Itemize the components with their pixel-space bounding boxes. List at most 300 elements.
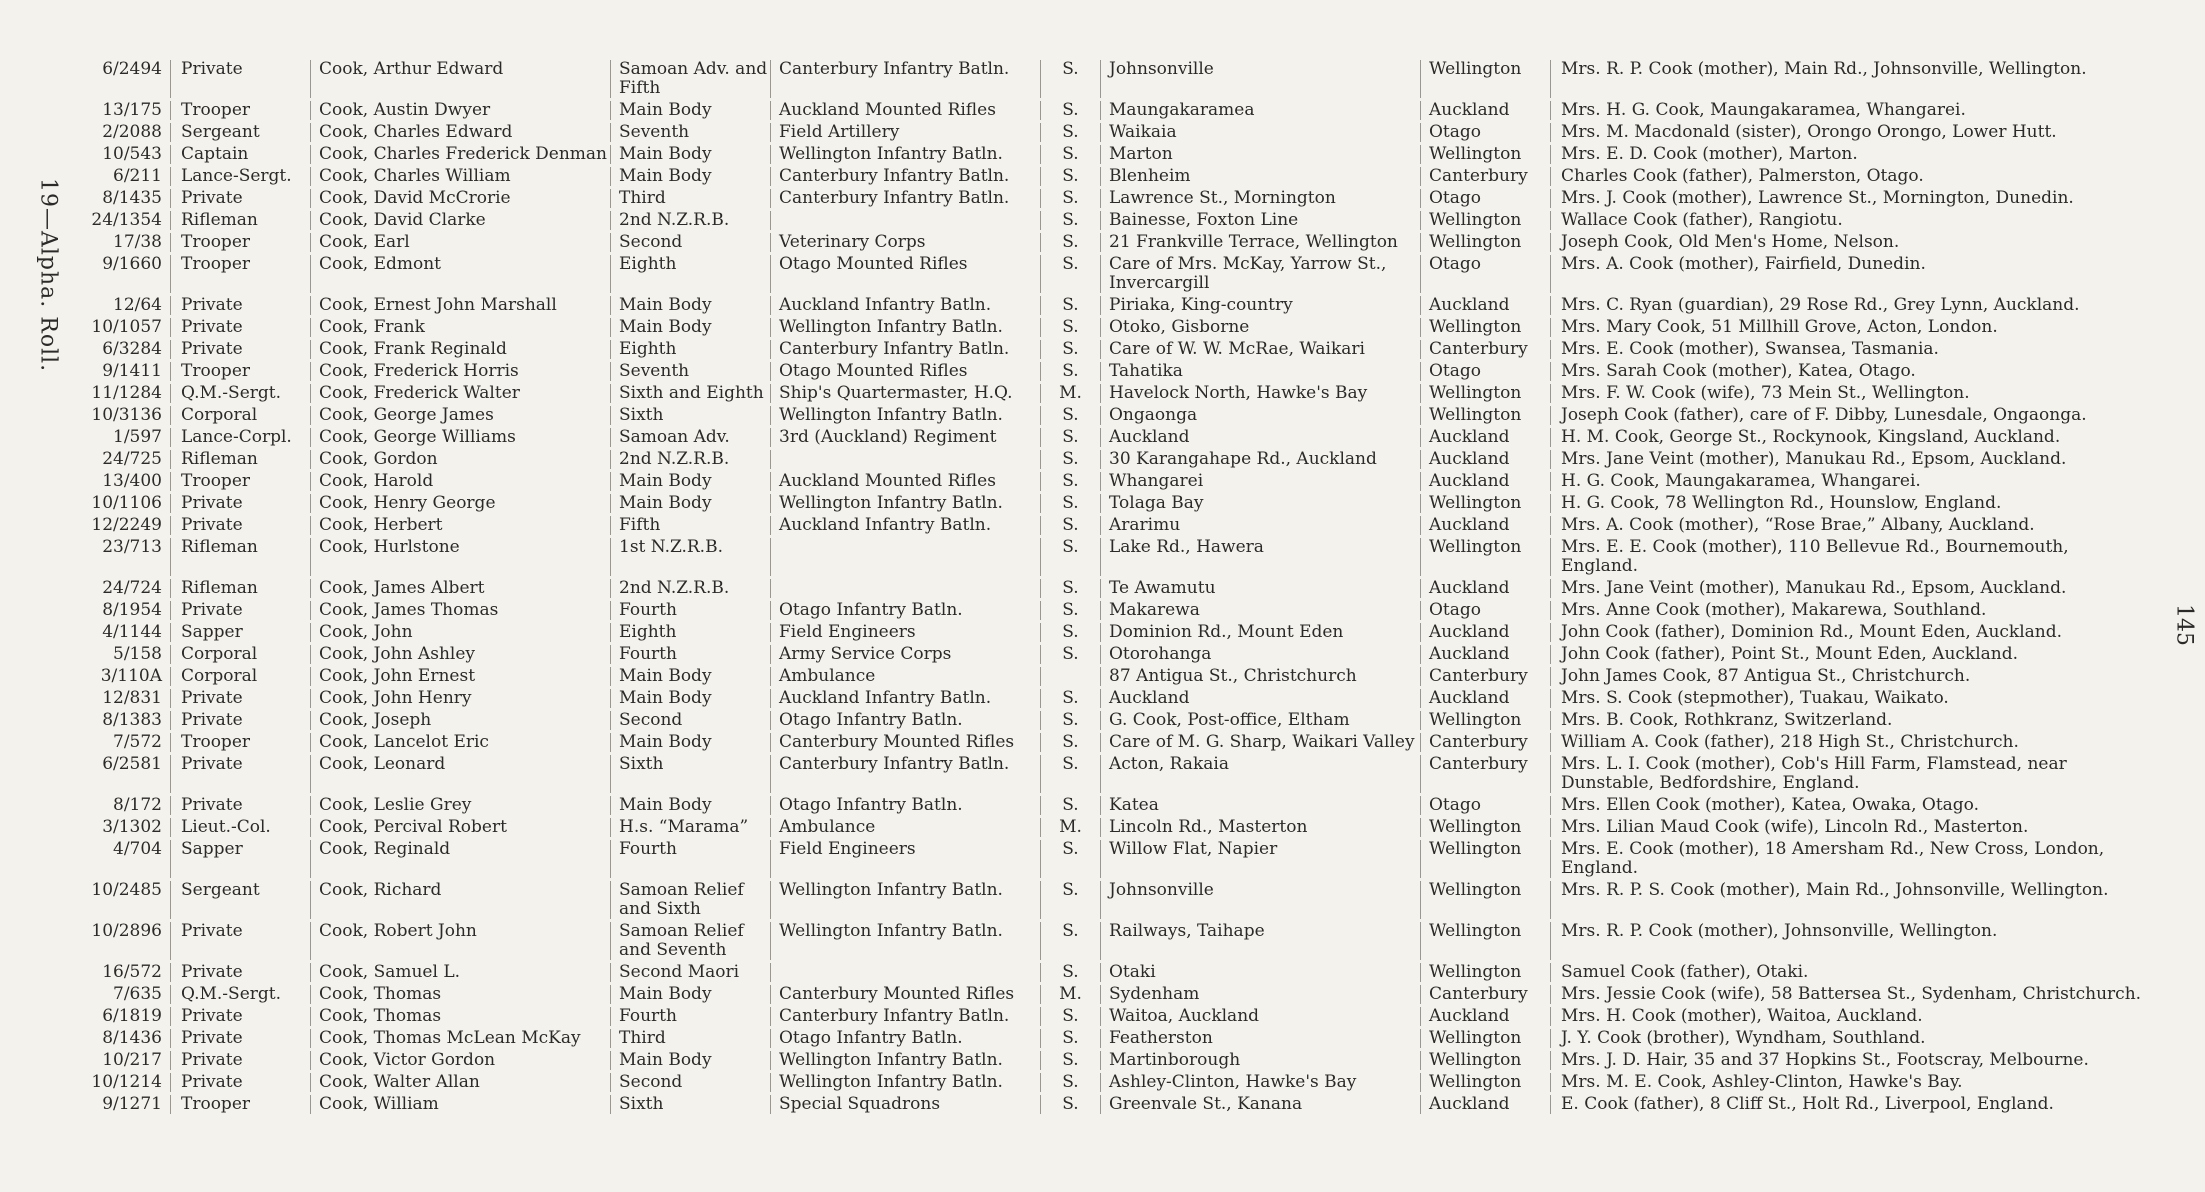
unit: Ambulance xyxy=(770,667,1040,686)
embarkation-body: Main Body xyxy=(610,494,770,513)
embarkation-body: Main Body xyxy=(610,796,770,815)
next-of-kin: Mrs. C. Ryan (guardian), 29 Rose Rd., Grey Lynn, Auckland. xyxy=(1550,296,2150,315)
next-of-kin: Mrs. E. Cook (mother), Swansea, Tasmania. xyxy=(1550,340,2150,359)
soldier-name: Cook, George Williams xyxy=(310,428,610,447)
regimental-number: 7/635 xyxy=(113,985,162,1004)
embarkation-body: Main Body xyxy=(610,667,770,686)
next-of-kin: Mrs. M. Macdonald (sister), Orongo Orongo, Lower Hutt. xyxy=(1550,123,2150,142)
rank: Lance-Sergt. xyxy=(170,167,310,186)
soldier-name: Cook, James Thomas xyxy=(310,601,610,620)
regimental-number: 10/2485 xyxy=(91,881,162,900)
unit: Canterbury Infantry Batln. xyxy=(770,189,1040,208)
last-address: Lake Rd., Hawera xyxy=(1100,538,1420,576)
marital-status: S. xyxy=(1040,255,1100,293)
regimental-number: 13/400 xyxy=(102,472,162,491)
rank: Private xyxy=(170,1029,310,1048)
marital-status: S. xyxy=(1040,963,1100,982)
marital-status: S. xyxy=(1040,233,1100,252)
soldier-name: Cook, David Clarke xyxy=(310,211,610,230)
marital-status: S. xyxy=(1040,1073,1100,1092)
table-row xyxy=(70,1029,2150,1048)
soldier-name: Cook, Percival Robert xyxy=(310,818,610,837)
unit xyxy=(770,450,1040,469)
next-of-kin: Mrs. R. P. Cook (mother), Main Rd., Johnsonville, Wellington. xyxy=(1550,60,2150,98)
next-of-kin: Charles Cook (father), Palmerston, Otago. xyxy=(1550,167,2150,186)
marital-status: S. xyxy=(1040,711,1100,730)
marital-status: M. xyxy=(1040,384,1100,403)
embarkation-body: Samoan Relief and Seventh xyxy=(610,922,770,960)
embarkation-body: Eighth xyxy=(610,255,770,293)
rank: Rifleman xyxy=(170,450,310,469)
last-address: Piriaka, King-country xyxy=(1100,296,1420,315)
regimental-number: 10/217 xyxy=(102,1051,162,1070)
embarkation-body: Sixth xyxy=(610,755,770,793)
rank: Rifleman xyxy=(170,579,310,598)
last-address: Otaki xyxy=(1100,963,1420,982)
unit: Wellington Infantry Batln. xyxy=(770,1073,1040,1092)
soldier-name: Cook, Leonard xyxy=(310,755,610,793)
rank: Private xyxy=(170,318,310,337)
marital-status: S. xyxy=(1040,579,1100,598)
soldier-name: Cook, Lancelot Eric xyxy=(310,733,610,752)
rank: Private xyxy=(170,1051,310,1070)
rank: Corporal xyxy=(170,667,310,686)
soldier-name: Cook, Harold xyxy=(310,472,610,491)
table-row xyxy=(70,406,2150,425)
rank: Lance-Corpl. xyxy=(170,428,310,447)
marital-status: S. xyxy=(1040,123,1100,142)
embarkation-body: H.s. “Marama” xyxy=(610,818,770,837)
rank: Trooper xyxy=(170,1095,310,1114)
regimental-number: 8/1954 xyxy=(102,601,162,620)
rank: Trooper xyxy=(170,101,310,120)
soldier-name: Cook, Thomas McLean McKay xyxy=(310,1029,610,1048)
unit: Ship's Quartermaster, H.Q. xyxy=(770,384,1040,403)
soldier-name: Cook, Frederick Horris xyxy=(310,362,610,381)
regimental-number: 9/1411 xyxy=(102,362,162,381)
soldier-name: Cook, Charles Frederick Denman xyxy=(310,145,610,164)
marital-status: S. xyxy=(1040,1007,1100,1026)
table-row xyxy=(70,667,2150,686)
last-address: Ongaonga xyxy=(1100,406,1420,425)
unit: Wellington Infantry Batln. xyxy=(770,406,1040,425)
table-row xyxy=(70,384,2150,403)
next-of-kin: John Cook (father), Point St., Mount Eden, Auckland. xyxy=(1550,645,2150,664)
page-number: 145 xyxy=(2171,604,2197,646)
regimental-number: 16/572 xyxy=(102,963,162,982)
table-row xyxy=(70,601,2150,620)
rank: Private xyxy=(170,922,310,960)
marital-status: S. xyxy=(1040,601,1100,620)
table-row xyxy=(70,362,2150,381)
next-of-kin: Mrs. R. P. Cook (mother), Johnsonville, Wellington. xyxy=(1550,922,2150,960)
district: Wellington xyxy=(1420,406,1550,425)
district: Wellington xyxy=(1420,60,1550,98)
last-address: G. Cook, Post-office, Eltham xyxy=(1100,711,1420,730)
unit: Canterbury Infantry Batln. xyxy=(770,340,1040,359)
unit: Field Engineers xyxy=(770,623,1040,642)
district: Otago xyxy=(1420,362,1550,381)
district: Wellington xyxy=(1420,145,1550,164)
table-row xyxy=(70,1051,2150,1070)
table-row xyxy=(70,1095,2150,1114)
soldier-name: Cook, Charles Edward xyxy=(310,123,610,142)
last-address: Lawrence St., Mornington xyxy=(1100,189,1420,208)
district: Canterbury xyxy=(1420,733,1550,752)
next-of-kin: Wallace Cook (father), Rangiotu. xyxy=(1550,211,2150,230)
last-address: Otoko, Gisborne xyxy=(1100,318,1420,337)
next-of-kin: Mrs. A. Cook (mother), Fairfield, Dunedin. xyxy=(1550,255,2150,293)
soldier-name: Cook, William xyxy=(310,1095,610,1114)
district: Wellington xyxy=(1420,963,1550,982)
regimental-number: 11/1284 xyxy=(91,384,162,403)
embarkation-body: 1st N.Z.R.B. xyxy=(610,538,770,576)
regimental-number: 7/572 xyxy=(113,733,162,752)
unit: Canterbury Infantry Batln. xyxy=(770,60,1040,98)
unit: Auckland Infantry Batln. xyxy=(770,516,1040,535)
marital-status: S. xyxy=(1040,538,1100,576)
table-row xyxy=(70,296,2150,315)
embarkation-body: Main Body xyxy=(610,296,770,315)
regimental-number: 24/725 xyxy=(102,450,162,469)
last-address: Waitoa, Auckland xyxy=(1100,1007,1420,1026)
marital-status: S. xyxy=(1040,428,1100,447)
rank: Sapper xyxy=(170,623,310,642)
embarkation-body: Samoan Adv. and Fifth xyxy=(610,60,770,98)
next-of-kin: Mrs. E. E. Cook (mother), 110 Bellevue Rd., Bournemouth, England. xyxy=(1550,538,2150,576)
soldier-name: Cook, John xyxy=(310,623,610,642)
next-of-kin: Mrs. F. W. Cook (wife), 73 Mein St., Wellington. xyxy=(1550,384,2150,403)
regimental-number: 8/1383 xyxy=(102,711,162,730)
table-row xyxy=(70,494,2150,513)
regimental-number: 2/2088 xyxy=(102,123,162,142)
table-row xyxy=(70,1007,2150,1026)
next-of-kin: Mrs. Lilian Maud Cook (wife), Lincoln Rd., Masterton. xyxy=(1550,818,2150,837)
district: Auckland xyxy=(1420,1095,1550,1114)
unit: Wellington Infantry Batln. xyxy=(770,922,1040,960)
soldier-name: Cook, Charles William xyxy=(310,167,610,186)
rank: Private xyxy=(170,755,310,793)
table-row xyxy=(70,318,2150,337)
rank: Rifleman xyxy=(170,211,310,230)
table-row xyxy=(70,711,2150,730)
soldier-name: Cook, Thomas xyxy=(310,985,610,1004)
unit: Auckland Infantry Batln. xyxy=(770,296,1040,315)
table-row xyxy=(70,755,2150,793)
embarkation-body: Main Body xyxy=(610,145,770,164)
next-of-kin: E. Cook (father), 8 Cliff St., Holt Rd., Liverpool, England. xyxy=(1550,1095,2150,1114)
marital-status: S. xyxy=(1040,840,1100,878)
next-of-kin: Mrs. J. D. Hair, 35 and 37 Hopkins St., Footscray, Melbourne. xyxy=(1550,1051,2150,1070)
rank: Private xyxy=(170,60,310,98)
soldier-name: Cook, Edmont xyxy=(310,255,610,293)
soldier-name: Cook, Austin Dwyer xyxy=(310,101,610,120)
rank: Private xyxy=(170,711,310,730)
last-address: Auckland xyxy=(1100,689,1420,708)
soldier-name: Cook, Frank xyxy=(310,318,610,337)
last-address: Sydenham xyxy=(1100,985,1420,1004)
embarkation-body: Third xyxy=(610,1029,770,1048)
district: Canterbury xyxy=(1420,755,1550,793)
unit: Wellington Infantry Batln. xyxy=(770,145,1040,164)
unit: Otago Mounted Rifles xyxy=(770,255,1040,293)
table-row xyxy=(70,645,2150,664)
district: Otago xyxy=(1420,123,1550,142)
regimental-number: 4/704 xyxy=(113,840,162,859)
district: Otago xyxy=(1420,796,1550,815)
soldier-name: Cook, Reginald xyxy=(310,840,610,878)
marital-status: S. xyxy=(1040,318,1100,337)
district: Auckland xyxy=(1420,101,1550,120)
embarkation-body: Second xyxy=(610,1073,770,1092)
marital-status: S. xyxy=(1040,296,1100,315)
rank: Private xyxy=(170,516,310,535)
table-row xyxy=(70,1073,2150,1092)
last-address: Havelock North, Hawke's Bay xyxy=(1100,384,1420,403)
marital-status: S. xyxy=(1040,733,1100,752)
last-address: Waikaia xyxy=(1100,123,1420,142)
marital-status: S. xyxy=(1040,60,1100,98)
embarkation-body: Main Body xyxy=(610,472,770,491)
embarkation-body: Eighth xyxy=(610,340,770,359)
marital-status: S. xyxy=(1040,755,1100,793)
district: Auckland xyxy=(1420,296,1550,315)
last-address: Auckland xyxy=(1100,428,1420,447)
embarkation-body: Second Maori xyxy=(610,963,770,982)
last-address: Greenvale St., Kanana xyxy=(1100,1095,1420,1114)
soldier-name: Cook, Frederick Walter xyxy=(310,384,610,403)
rank: Sergeant xyxy=(170,123,310,142)
last-address: Makarewa xyxy=(1100,601,1420,620)
next-of-kin: H. M. Cook, George St., Rockynook, Kingsland, Auckland. xyxy=(1550,428,2150,447)
soldier-name: Cook, Robert John xyxy=(310,922,610,960)
district: Wellington xyxy=(1420,1029,1550,1048)
soldier-name: Cook, Hurlstone xyxy=(310,538,610,576)
nominal-roll-table xyxy=(70,60,2150,1114)
rank: Q.M.-Sergt. xyxy=(170,985,310,1004)
soldier-name: Cook, Leslie Grey xyxy=(310,796,610,815)
embarkation-body: Samoan Adv. xyxy=(610,428,770,447)
soldier-name: Cook, Henry George xyxy=(310,494,610,513)
soldier-name: Cook, Joseph xyxy=(310,711,610,730)
last-address: Bainesse, Foxton Line xyxy=(1100,211,1420,230)
last-address: Tolaga Bay xyxy=(1100,494,1420,513)
last-address: Johnsonville xyxy=(1100,60,1420,98)
embarkation-body: Seventh xyxy=(610,123,770,142)
table-row xyxy=(70,985,2150,1004)
last-address: Care of M. G. Sharp, Waikari Valley xyxy=(1100,733,1420,752)
regimental-number: 4/1144 xyxy=(102,623,162,642)
last-address: Blenheim xyxy=(1100,167,1420,186)
marital-status: M. xyxy=(1040,818,1100,837)
unit: 3rd (Auckland) Regiment xyxy=(770,428,1040,447)
regimental-number: 12/2249 xyxy=(91,516,162,535)
soldier-name: Cook, Frank Reginald xyxy=(310,340,610,359)
embarkation-body: Main Body xyxy=(610,733,770,752)
embarkation-body: Second xyxy=(610,233,770,252)
next-of-kin: Mrs. M. E. Cook, Ashley-Clinton, Hawke's Bay. xyxy=(1550,1073,2150,1092)
rank: Captain xyxy=(170,145,310,164)
last-address: Whangarei xyxy=(1100,472,1420,491)
embarkation-body: Sixth xyxy=(610,1095,770,1114)
unit xyxy=(770,211,1040,230)
rank: Private xyxy=(170,1007,310,1026)
regimental-number: 6/1819 xyxy=(102,1007,162,1026)
district: Wellington xyxy=(1420,1073,1550,1092)
table-row xyxy=(70,123,2150,142)
district: Wellington xyxy=(1420,881,1550,919)
unit: Field Engineers xyxy=(770,840,1040,878)
regimental-number: 6/2494 xyxy=(102,60,162,79)
soldier-name: Cook, James Albert xyxy=(310,579,610,598)
rank: Private xyxy=(170,189,310,208)
next-of-kin: Mrs. B. Cook, Rothkranz, Switzerland. xyxy=(1550,711,2150,730)
embarkation-body: Main Body xyxy=(610,167,770,186)
embarkation-body: Sixth and Eighth xyxy=(610,384,770,403)
district: Wellington xyxy=(1420,233,1550,252)
district: Canterbury xyxy=(1420,667,1550,686)
regimental-number: 10/3136 xyxy=(91,406,162,425)
next-of-kin: Mrs. H. G. Cook, Maungakaramea, Whangarei. xyxy=(1550,101,2150,120)
marital-status: S. xyxy=(1040,1029,1100,1048)
table-row xyxy=(70,255,2150,293)
embarkation-body: Third xyxy=(610,189,770,208)
unit: Canterbury Infantry Batln. xyxy=(770,1007,1040,1026)
marital-status: S. xyxy=(1040,450,1100,469)
table-row xyxy=(70,472,2150,491)
unit: Otago Infantry Batln. xyxy=(770,1029,1040,1048)
marital-status: S. xyxy=(1040,516,1100,535)
embarkation-body: Fourth xyxy=(610,601,770,620)
marital-status: S. xyxy=(1040,145,1100,164)
marital-status: S. xyxy=(1040,623,1100,642)
next-of-kin: H. G. Cook, Maungakaramea, Whangarei. xyxy=(1550,472,2150,491)
district: Wellington xyxy=(1420,211,1550,230)
table-row xyxy=(70,689,2150,708)
embarkation-body: Samoan Relief and Sixth xyxy=(610,881,770,919)
soldier-name: Cook, Walter Allan xyxy=(310,1073,610,1092)
district: Wellington xyxy=(1420,922,1550,960)
rank: Private xyxy=(170,796,310,815)
last-address: Willow Flat, Napier xyxy=(1100,840,1420,878)
table-row xyxy=(70,516,2150,535)
regimental-number: 3/110A xyxy=(100,667,162,686)
soldier-name: Cook, John Ernest xyxy=(310,667,610,686)
unit: Canterbury Infantry Batln. xyxy=(770,167,1040,186)
soldier-name: Cook, Victor Gordon xyxy=(310,1051,610,1070)
side-heading: 19—Alpha. Roll. xyxy=(35,177,61,373)
rank: Corporal xyxy=(170,645,310,664)
regimental-number: 10/1106 xyxy=(91,494,162,513)
table-row xyxy=(70,233,2150,252)
next-of-kin: Mrs. H. Cook (mother), Waitoa, Auckland. xyxy=(1550,1007,2150,1026)
last-address: 30 Karangahape Rd., Auckland xyxy=(1100,450,1420,469)
embarkation-body: Fourth xyxy=(610,1007,770,1026)
last-address: Railways, Taihape xyxy=(1100,922,1420,960)
marital-status: S. xyxy=(1040,1051,1100,1070)
rank: Trooper xyxy=(170,472,310,491)
unit: Wellington Infantry Batln. xyxy=(770,494,1040,513)
table-row xyxy=(70,922,2150,960)
marital-status: S. xyxy=(1040,881,1100,919)
regimental-number: 10/1057 xyxy=(91,318,162,337)
table-row xyxy=(70,101,2150,120)
embarkation-body: Main Body xyxy=(610,101,770,120)
rank: Sergeant xyxy=(170,881,310,919)
district: Auckland xyxy=(1420,1007,1550,1026)
district: Auckland xyxy=(1420,689,1550,708)
rank: Sapper xyxy=(170,840,310,878)
next-of-kin: John James Cook, 87 Antigua St., Christchurch. xyxy=(1550,667,2150,686)
regimental-number: 3/1302 xyxy=(102,818,162,837)
last-address: Otorohanga xyxy=(1100,645,1420,664)
marital-status: S. xyxy=(1040,494,1100,513)
regimental-number: 5/158 xyxy=(113,645,162,664)
district: Auckland xyxy=(1420,472,1550,491)
marital-status: S. xyxy=(1040,362,1100,381)
embarkation-body: Seventh xyxy=(610,362,770,381)
district: Auckland xyxy=(1420,645,1550,664)
next-of-kin: John Cook (father), Dominion Rd., Mount Eden, Auckland. xyxy=(1550,623,2150,642)
last-address: Martinborough xyxy=(1100,1051,1420,1070)
last-address: Acton, Rakaia xyxy=(1100,755,1420,793)
next-of-kin: Mrs. Sarah Cook (mother), Katea, Otago. xyxy=(1550,362,2150,381)
district: Wellington xyxy=(1420,494,1550,513)
unit: Otago Infantry Batln. xyxy=(770,711,1040,730)
rank: Trooper xyxy=(170,255,310,293)
unit: Otago Mounted Rifles xyxy=(770,362,1040,381)
table-row xyxy=(70,211,2150,230)
last-address: Tahatika xyxy=(1100,362,1420,381)
unit: Canterbury Infantry Batln. xyxy=(770,755,1040,793)
regimental-number: 12/831 xyxy=(102,689,162,708)
last-address: Katea xyxy=(1100,796,1420,815)
rank: Lieut.-Col. xyxy=(170,818,310,837)
rank: Trooper xyxy=(170,233,310,252)
unit: Canterbury Mounted Rifles xyxy=(770,733,1040,752)
unit: Wellington Infantry Batln. xyxy=(770,1051,1040,1070)
unit: Auckland Mounted Rifles xyxy=(770,101,1040,120)
table-row xyxy=(70,623,2150,642)
district: Wellington xyxy=(1420,818,1550,837)
last-address: Ararimu xyxy=(1100,516,1420,535)
soldier-name: Cook, Herbert xyxy=(310,516,610,535)
marital-status: S. xyxy=(1040,211,1100,230)
rank: Rifleman xyxy=(170,538,310,576)
regimental-number: 9/1660 xyxy=(102,255,162,274)
last-address: Featherston xyxy=(1100,1029,1420,1048)
table-row xyxy=(70,538,2150,576)
embarkation-body: Sixth xyxy=(610,406,770,425)
unit: Otago Infantry Batln. xyxy=(770,796,1040,815)
regimental-number: 6/3284 xyxy=(102,340,162,359)
soldier-name: Cook, John Ashley xyxy=(310,645,610,664)
soldier-name: Cook, John Henry xyxy=(310,689,610,708)
district: Wellington xyxy=(1420,538,1550,576)
district: Auckland xyxy=(1420,450,1550,469)
table-row xyxy=(70,145,2150,164)
soldier-name: Cook, David McCrorie xyxy=(310,189,610,208)
next-of-kin: William A. Cook (father), 218 High St., Christchurch. xyxy=(1550,733,2150,752)
unit xyxy=(770,538,1040,576)
next-of-kin: Mrs. Anne Cook (mother), Makarewa, Southland. xyxy=(1550,601,2150,620)
next-of-kin: Mrs. R. P. S. Cook (mother), Main Rd., Johnsonville, Wellington. xyxy=(1550,881,2150,919)
marital-status: S. xyxy=(1040,472,1100,491)
embarkation-body: Main Body xyxy=(610,985,770,1004)
regimental-number: 23/713 xyxy=(102,538,162,557)
next-of-kin: Mrs. E. Cook (mother), 18 Amersham Rd., New Cross, London, England. xyxy=(1550,840,2150,878)
last-address: Marton xyxy=(1100,145,1420,164)
